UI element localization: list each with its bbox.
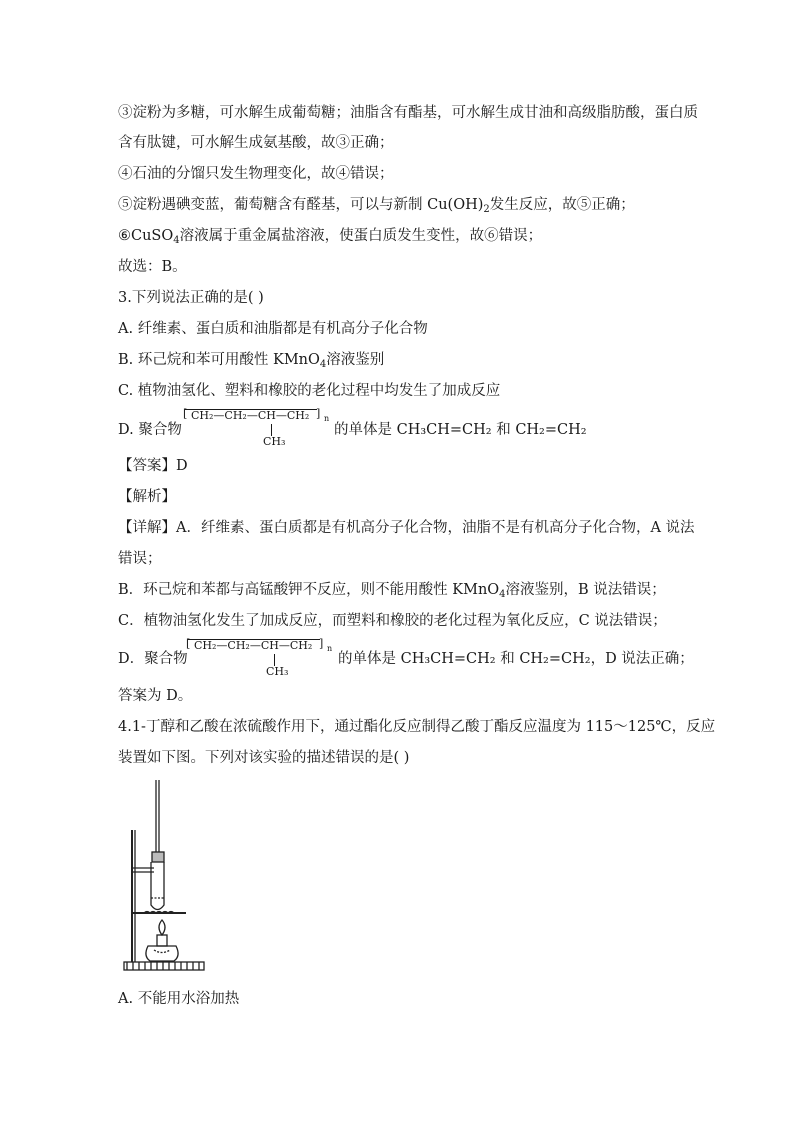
text-line bbox=[118, 195, 635, 215]
detail-c: C．植物油氢化发生了加成反应，而塑料和橡胶的老化过程为氧化反应，C 说法错误； bbox=[118, 613, 667, 629]
detail-line: 错误； bbox=[118, 551, 162, 567]
text-segment: ⑥CuSO bbox=[118, 228, 174, 244]
text-line: ④石油的分馏只发生物理变化，故④错误； bbox=[118, 166, 394, 182]
question-title: 装置如下图。下列对该实验的描述错误的是( ) bbox=[118, 750, 410, 766]
subscript: 4 bbox=[499, 589, 506, 600]
subscript: 4 bbox=[173, 235, 180, 246]
text-segment: B. 环己烷和苯可用酸性 KMnO bbox=[118, 352, 320, 368]
option-d-tail: 的单体是 CH₃CH=CH₂ 和 CH₂=CH₂ bbox=[334, 422, 587, 438]
reflux-apparatus-diagram bbox=[118, 780, 218, 975]
option-a: A. 纤维素、蛋白质和油脂都是有机高分子化合物 bbox=[118, 321, 428, 337]
bracket-left: [ bbox=[183, 407, 188, 420]
bracket-bar bbox=[185, 409, 317, 410]
text-segment: 溶液鉴别，B 说法错误； bbox=[505, 582, 666, 598]
polymer-branch: CH₃ bbox=[263, 435, 286, 448]
analysis-heading: 【解析】 bbox=[118, 489, 176, 505]
text-segment: 溶液鉴别 bbox=[326, 352, 385, 368]
detail-line: 【详解】A．纤维素、蛋白质都是有机高分子化合物，油脂不是有机高分子化合物，A 说法 bbox=[118, 520, 695, 536]
answer-summary: 答案为 D。 bbox=[118, 688, 193, 704]
subscript: 4 bbox=[319, 359, 327, 370]
polymer-chain: CH₂—CH₂—CH—CH₂ bbox=[191, 409, 310, 422]
detail-d-tail: 的单体是 CH₃CH=CH₂ 和 CH₂=CH₂，D 说法正确； bbox=[338, 651, 694, 667]
option-c: C. 植物油氢化、塑料和橡胶的老化过程中均发生了加成反应 bbox=[118, 383, 501, 399]
text-segment: B．环己烷和苯都与高锰酸钾不反应，则不能用酸性 KMnO bbox=[118, 582, 500, 598]
subscript: 2 bbox=[483, 204, 490, 215]
text-segment: ⑤淀粉遇碘变蓝，葡萄糖含有醛基，可以与新制 Cu(OH) bbox=[118, 197, 484, 213]
polymer-n: n bbox=[327, 644, 333, 653]
text-segment: 发生反应，故⑤正确； bbox=[489, 197, 635, 213]
option-d bbox=[118, 420, 182, 440]
q4-option-a: A. 不能用水浴加热 bbox=[118, 991, 240, 1007]
text-line: 故选：B。 bbox=[118, 259, 187, 275]
polymer-formula bbox=[186, 637, 336, 679]
question-title: 4.1-丁醇和乙酸在浓硫酸作用下，通过酯化反应制得乙酸丁酯反应温度为 115～125℃，反应 bbox=[118, 719, 716, 735]
polymer-branch: CH₃ bbox=[266, 665, 289, 678]
bracket-right: ] bbox=[319, 637, 324, 650]
detail-d bbox=[118, 649, 188, 669]
text-segment: 溶液属于重金属盐溶液，使蛋白质发生变性，故⑥错误； bbox=[179, 228, 543, 244]
polymer-n: n bbox=[324, 414, 330, 423]
option-b bbox=[118, 350, 384, 370]
bracket-right: ] bbox=[316, 407, 321, 420]
text-line bbox=[118, 226, 542, 246]
bracket-bar bbox=[188, 639, 320, 640]
apparatus-figure bbox=[118, 780, 218, 979]
polymer-formula bbox=[183, 407, 333, 449]
option-d-label: D. 聚合物 bbox=[118, 422, 182, 438]
text-line: ③淀粉为多糖，可水解生成葡萄糖；油脂含有酯基，可水解生成甘油和高级脂肪酸，蛋白质 bbox=[118, 105, 698, 121]
detail-b bbox=[118, 580, 666, 600]
question-title: 3.下列说法正确的是( ) bbox=[118, 290, 264, 306]
detail-d-label: D．聚合物 bbox=[118, 651, 188, 667]
polymer-chain: CH₂—CH₂—CH—CH₂ bbox=[194, 639, 313, 652]
text-line: 含有肽键，可水解生成氨基酸，故③正确； bbox=[118, 135, 394, 151]
bracket-left: [ bbox=[186, 637, 191, 650]
answer: 【答案】D bbox=[118, 458, 188, 474]
